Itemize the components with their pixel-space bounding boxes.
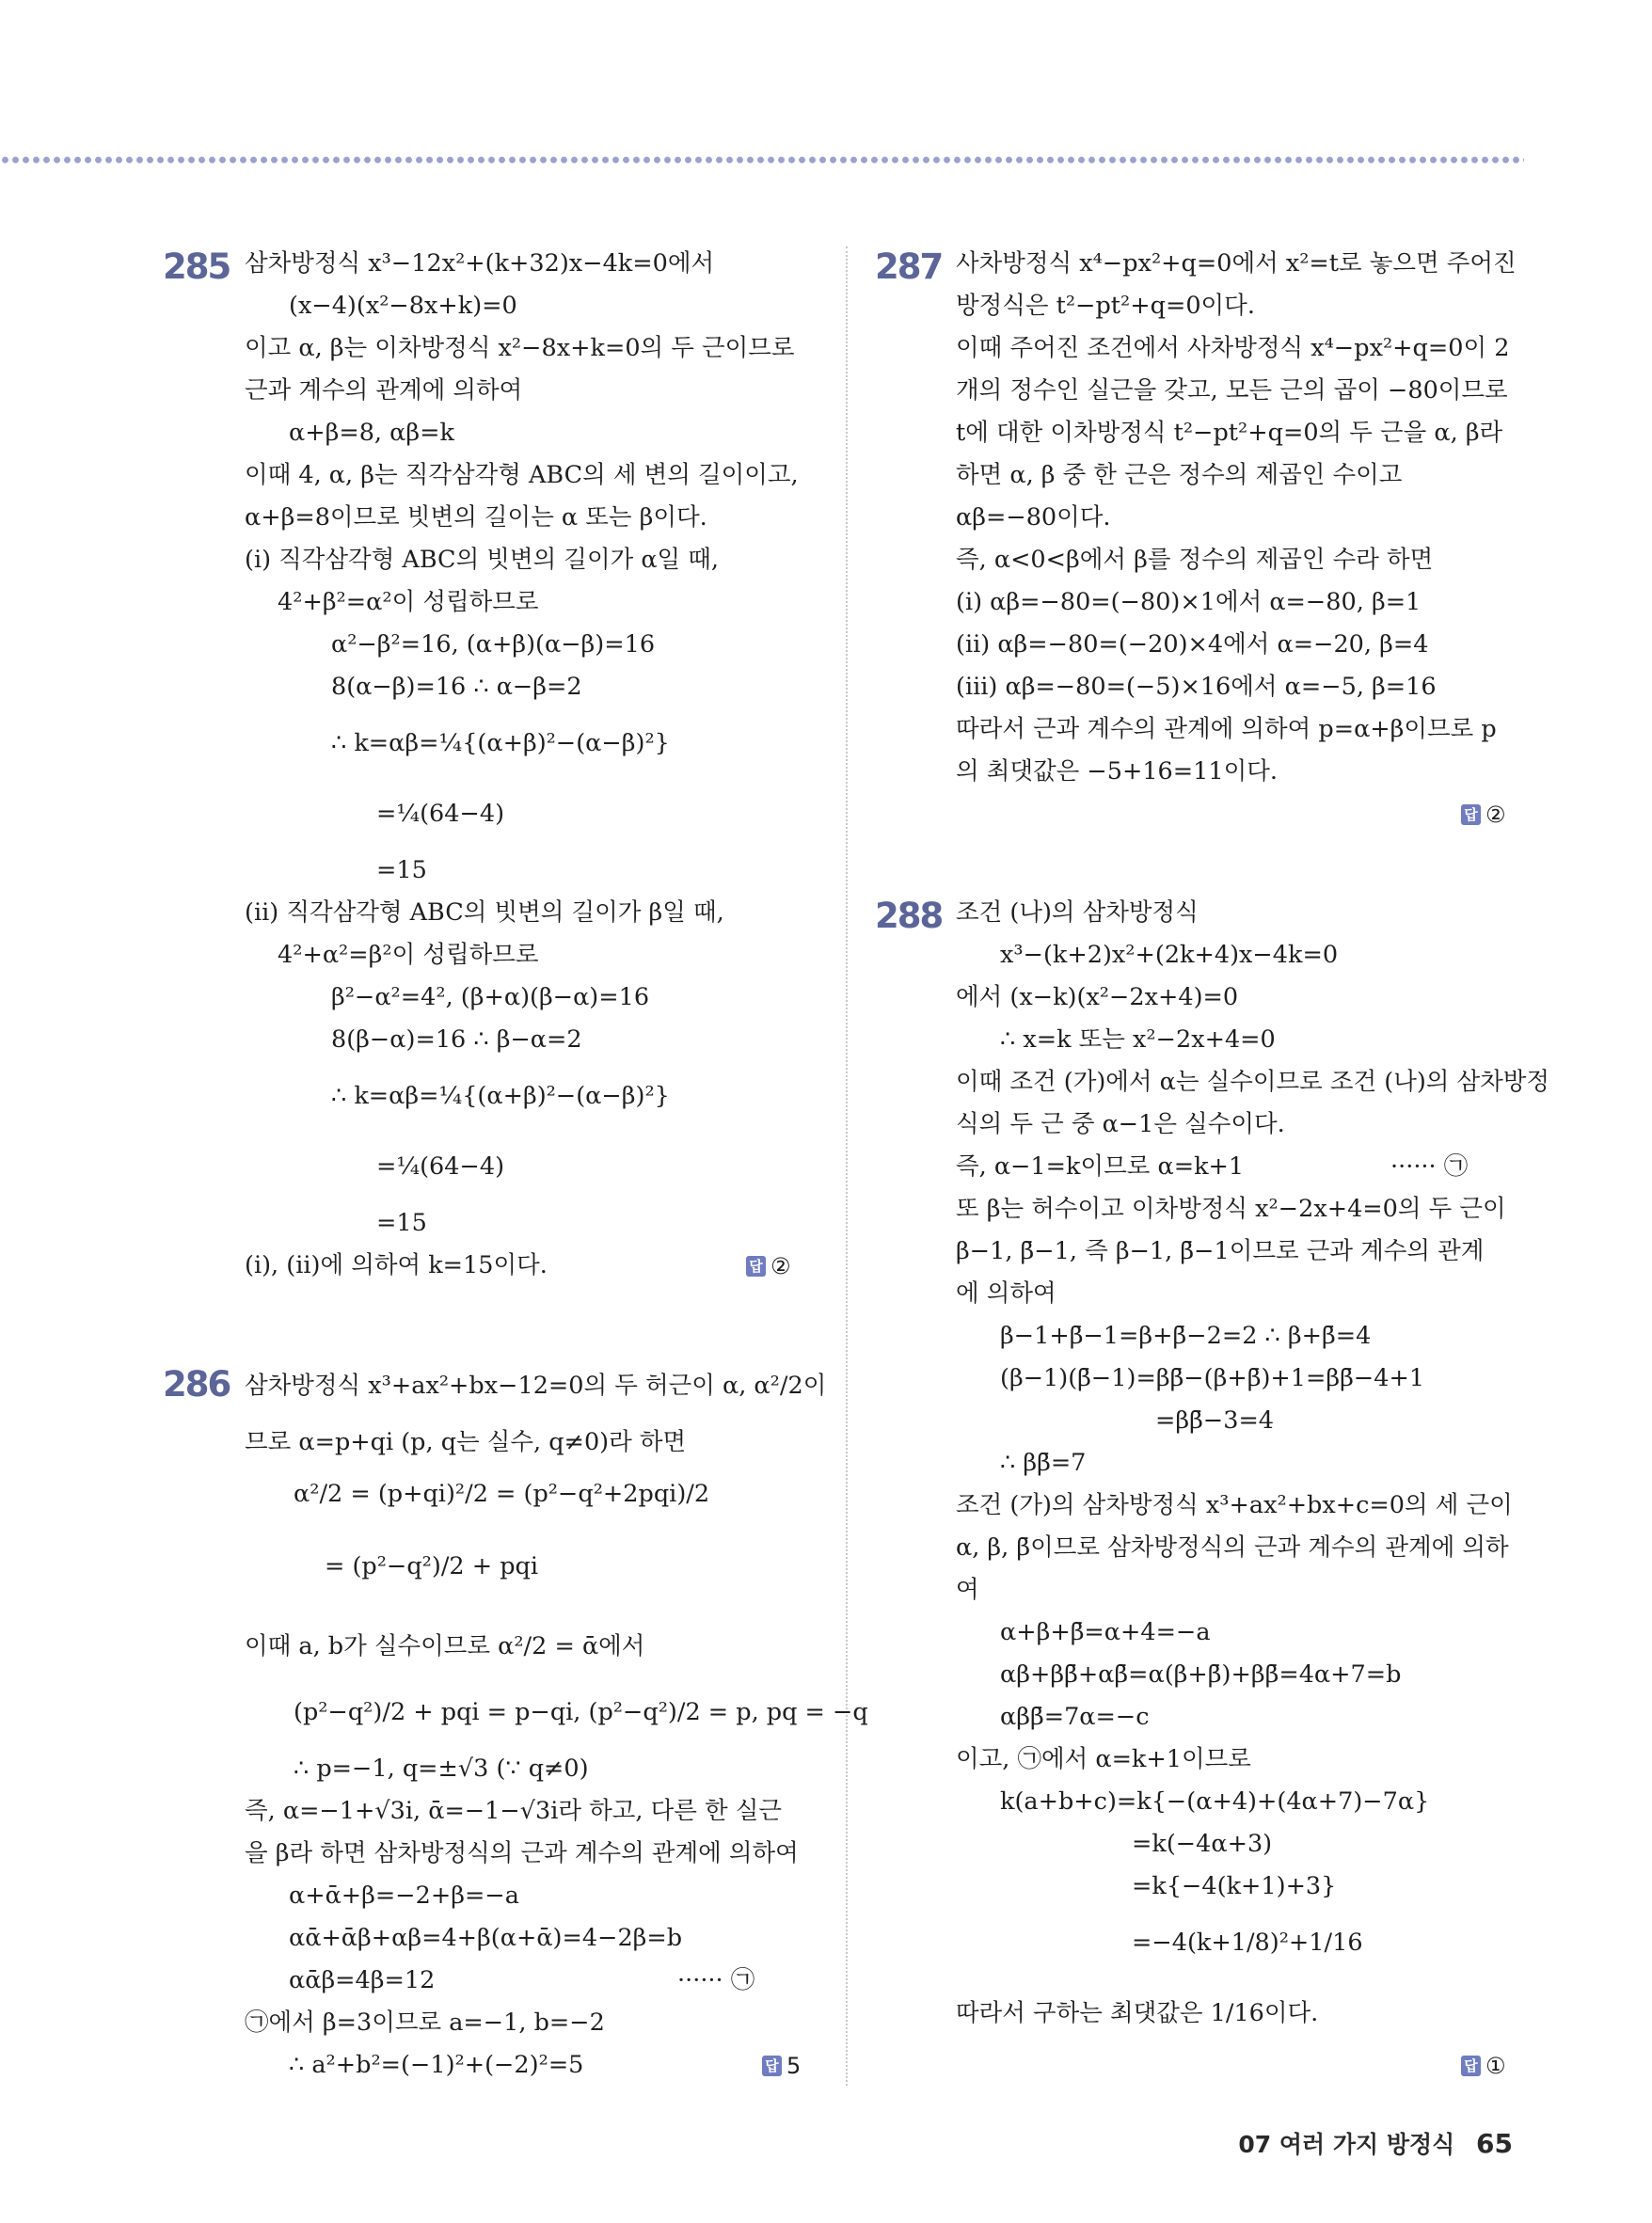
- solution-line: 므로 α=p+qi (p, q는 실수, q≠0)라 하면: [245, 1428, 687, 1456]
- solution-line: =15: [376, 856, 427, 884]
- solution-line: α+β=8, αβ=k: [289, 419, 454, 447]
- problem-number: 288: [875, 896, 943, 936]
- solution-line: =−4(k+1/8)²+1/16: [1132, 1929, 1363, 1957]
- solution-line: 8(β−α)=16 ∴ β−α=2: [331, 1025, 582, 1054]
- solution-line: (iii) αβ=−80=(−5)×16에서 α=−5, β=16: [956, 673, 1437, 701]
- solution-line: =k(−4α+3): [1132, 1830, 1273, 1858]
- solution-line: 즉, α−1=k이므로 α=k+1: [956, 1152, 1245, 1181]
- header-dotted-rule: [0, 155, 1524, 165]
- solution-line: 사차방정식 x⁴−px²+q=0에서 x²=t로 놓으면 주어진: [956, 249, 1517, 278]
- answer-icon: 답: [746, 1256, 766, 1277]
- solution-line: 이때 조건 (가)에서 α는 실수이므로 조건 (나)의 삼차방정: [956, 1068, 1550, 1096]
- solution-line: 을 β라 하면 삼차방정식의 근과 계수의 관계에 의하여: [245, 1839, 799, 1867]
- solution-line: 식의 두 근 중 α−1은 실수이다.: [956, 1110, 1285, 1138]
- solution-line: 방정식은 t²−pt²+q=0이다.: [956, 292, 1255, 320]
- solution-line: 삼차방정식 x³+ax²+bx−12=0의 두 허근이 α, α²/2이: [245, 1372, 827, 1400]
- equation-marker: ······ ㉠: [677, 1966, 755, 1994]
- solution-line: αββ̄=7α=−c: [1000, 1703, 1150, 1731]
- solution-line: α+ᾱ+β=−2+β=−a: [289, 1882, 519, 1910]
- solution-line: 즉, α=−1+√3i, ᾱ=−1−√3i라 하고, 다른 한 실근: [245, 1797, 782, 1825]
- solution-line: 에서 (x−k)(x²−2x+4)=0: [956, 983, 1239, 1011]
- solution-line: 따라서 근과 계수의 관계에 의하여 p=α+β이므로 p: [956, 715, 1497, 743]
- solution-line: (ii) αβ=−80=(−20)×4에서 α=−20, β=4: [956, 630, 1429, 659]
- solution-line: 4²+α²=β²이 성립하므로: [278, 941, 539, 969]
- solution-line: (x−4)(x²−8x+k)=0: [289, 292, 517, 320]
- solution-line: 8(α−β)=16 ∴ α−β=2: [331, 673, 582, 701]
- solution-line: β−1+β̄−1=β+β̄−2=2 ∴ β+β̄=4: [1000, 1322, 1372, 1350]
- solution-line: α²−β²=16, (α+β)(α−β)=16: [331, 630, 656, 659]
- solution-line: 조건 (가)의 삼차방정식 x³+ax²+bx+c=0의 세 근이: [956, 1491, 1513, 1519]
- solution-line: 이때 4, α, β는 직각삼각형 ABC의 세 변의 길이이고,: [245, 461, 799, 489]
- solution-line: ∴ a²+b²=(−1)²+(−2)²=5: [289, 2051, 584, 2079]
- solution-line: β−1, β̄−1, 즉 β−1, β̄−1이므로 근과 계수의 관계: [956, 1237, 1485, 1265]
- solution-line: (i) αβ=−80=(−80)×1에서 α=−80, β=1: [956, 588, 1422, 616]
- solution-line: 이때 주어진 조건에서 사차방정식 x⁴−px²+q=0이 2: [956, 334, 1510, 362]
- solution-line: ∴ k=αβ=¼{(α+β)²−(α−β)²}: [331, 729, 670, 757]
- solution-line: =¼(64−4): [376, 1152, 505, 1181]
- solution-line: 의 최댓값은 −5+16=11이다.: [956, 757, 1278, 786]
- solution-line: αβ=−80이다.: [956, 503, 1111, 532]
- answer-badge: [746, 1253, 791, 1279]
- column-divider: [846, 246, 848, 2086]
- solution-line: α, β, β̄이므로 삼차방정식의 근과 계수의 관계에 의하: [956, 1533, 1509, 1562]
- solution-line: 또 β는 허수이고 이차방정식 x²−2x+4=0의 두 근이: [956, 1195, 1506, 1223]
- answer-icon: 답: [1461, 804, 1481, 825]
- solution-line: (i), (ii)에 의하여 k=15이다.: [245, 1251, 548, 1279]
- solution-line: 하면 α, β 중 한 근은 정수의 제곱인 수이고: [956, 461, 1403, 489]
- solution-line: α+β+β̄=α+4=−a: [1000, 1618, 1211, 1646]
- chapter-title: 07 여러 가지 방정식: [1238, 2131, 1455, 2158]
- solution-line: ∴ x=k 또는 x²−2x+4=0: [1000, 1025, 1276, 1054]
- solution-line: 삼차방정식 x³−12x²+(k+32)x−4k=0에서: [245, 249, 715, 278]
- answer-icon: 답: [1461, 2056, 1481, 2076]
- answer-value: 5: [786, 2053, 802, 2079]
- solution-line: 근과 계수의 관계에 의하여: [245, 376, 523, 405]
- solution-line: =¼(64−4): [376, 800, 505, 828]
- solution-line: 따라서 구하는 최댓값은 1/16이다.: [956, 1999, 1319, 2027]
- solution-line: 여: [956, 1576, 979, 1604]
- solution-line: αᾱ+ᾱβ+αβ=4+β(α+ᾱ)=4−2β=b: [289, 1924, 683, 1952]
- solution-line: (ii) 직각삼각형 ABC의 빗변의 길이가 β일 때,: [245, 898, 724, 927]
- solution-line: α+β=8이므로 빗변의 길이는 α 또는 β이다.: [245, 503, 707, 532]
- answer-value: ②: [770, 1253, 791, 1279]
- solution-line: =ββ̄−3=4: [1155, 1406, 1275, 1435]
- solution-line: (i) 직각삼각형 ABC의 빗변의 길이가 α일 때,: [245, 546, 720, 574]
- solution-line: 에 의하여: [956, 1279, 1056, 1308]
- answer-badge: [1461, 802, 1506, 828]
- problem-number: 285: [163, 246, 230, 287]
- solution-line: 이고 α, β는 이차방정식 x²−8x+k=0의 두 근이므로: [245, 334, 795, 362]
- answer-badge: [762, 2053, 801, 2079]
- answer-value: ②: [1485, 802, 1506, 828]
- answer-badge: [1461, 2053, 1506, 2079]
- solution-line: ∴ k=αβ=¼{(α+β)²−(α−β)²}: [331, 1082, 670, 1110]
- solution-line: αβ+ββ̄+αβ̄=α(β+β̄)+ββ̄=4α+7=b: [1000, 1660, 1402, 1689]
- solution-line: 4²+β²=α²이 성립하므로: [278, 588, 539, 616]
- solution-line: αᾱβ=4β=12: [289, 1966, 436, 1994]
- solution-line: 즉, α<0<β에서 β를 정수의 제곱인 수라 하면: [956, 546, 1434, 574]
- answer-icon: 답: [762, 2056, 782, 2076]
- solution-line: =k{−4(k+1)+3}: [1132, 1872, 1337, 1900]
- solution-line: β²−α²=4², (β+α)(β−α)=16: [331, 983, 650, 1011]
- solution-line: (β−1)(β̄−1)=ββ̄−(β+β̄)+1=ββ̄−4+1: [1000, 1364, 1425, 1392]
- solution-line: 이때 a, b가 실수이므로 α²/2 = ᾱ에서: [245, 1632, 645, 1660]
- solution-line: (p²−q²)/2 + pqi = p−qi, (p²−q²)/2 = p, pq = −q: [294, 1698, 868, 1726]
- page-number: 65: [1476, 2128, 1513, 2159]
- solution-line: 조건 (나)의 삼차방정식: [956, 898, 1199, 927]
- solution-line: = (p²−q²)/2 + pqi: [325, 1552, 539, 1580]
- problem-number: 287: [875, 246, 943, 287]
- page-footer: [1238, 2126, 1513, 2160]
- solution-line: 개의 정수인 실근을 갖고, 모든 근의 곱이 −80이므로: [956, 376, 1508, 405]
- solution-line: k(a+b+c)=k{−(α+4)+(4α+7)−7α}: [1000, 1787, 1430, 1816]
- equation-marker: ······ ㉠: [1390, 1152, 1469, 1181]
- solution-line: ∴ p=−1, q=±√3 (∵ q≠0): [294, 1755, 589, 1783]
- solution-line: =15: [376, 1209, 427, 1237]
- solution-line: x³−(k+2)x²+(2k+4)x−4k=0: [1000, 941, 1339, 969]
- solution-line: ㉠에서 β=3이므로 a=−1, b=−2: [245, 2009, 605, 2037]
- solution-line: ∴ ββ̄=7: [1000, 1449, 1087, 1477]
- solution-line: 이고, ㉠에서 α=k+1이므로: [956, 1745, 1251, 1773]
- solution-line: α²/2 = (p+qi)²/2 = (p²−q²+2pqi)/2: [294, 1480, 710, 1508]
- answer-value: ①: [1485, 2053, 1506, 2079]
- solution-line: t에 대한 이차방정식 t²−pt²+q=0의 두 근을 α, β라: [956, 419, 1503, 447]
- problem-number: 286: [163, 1364, 230, 1405]
